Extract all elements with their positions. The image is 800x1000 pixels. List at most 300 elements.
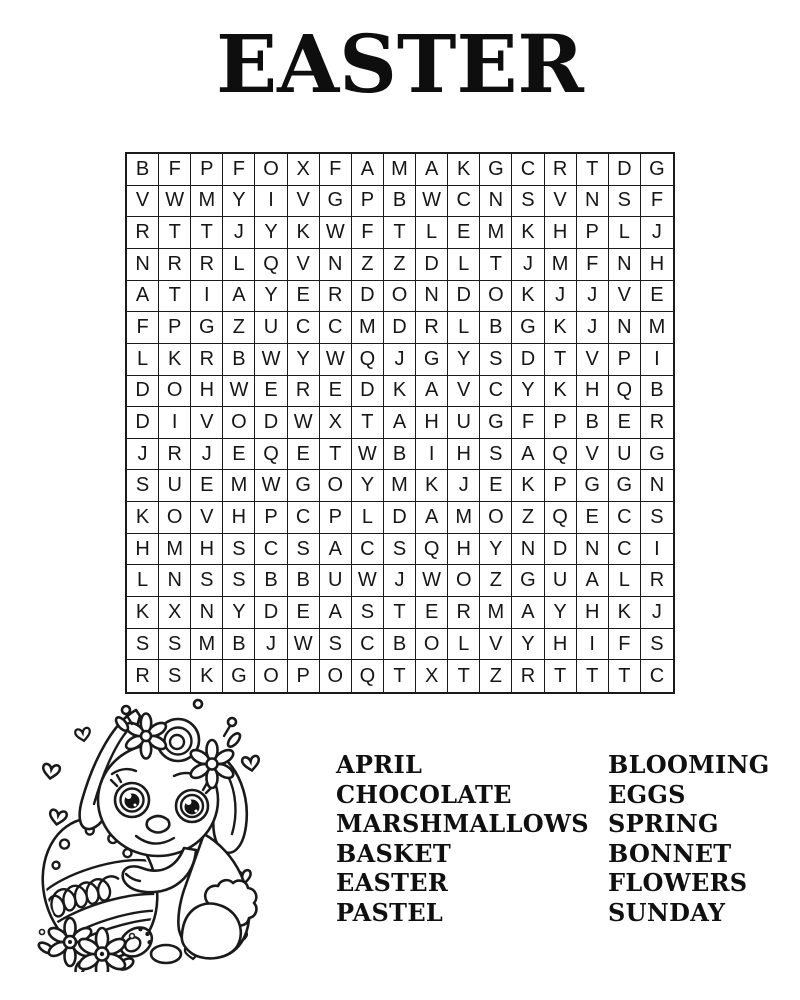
grid-cell: S	[320, 629, 352, 661]
grid-cell: Q	[255, 439, 287, 471]
grid-cell: T	[159, 217, 191, 249]
word-list-right	[608, 750, 770, 927]
grid-cell: S	[384, 534, 416, 566]
grid-cell: U	[448, 407, 480, 439]
grid-cell: B	[384, 629, 416, 661]
grid-cell: B	[127, 154, 159, 186]
grid-cell: C	[448, 186, 480, 218]
grid-cell: S	[352, 597, 384, 629]
grid-cell: O	[320, 660, 352, 692]
grid-cell: W	[416, 186, 448, 218]
grid-cell: K	[512, 217, 544, 249]
grid-cell: F	[352, 217, 384, 249]
grid-cell: G	[320, 186, 352, 218]
grid-cell: B	[641, 376, 673, 408]
grid-cell: L	[448, 629, 480, 661]
grid-cell: Y	[448, 344, 480, 376]
grid-cell: C	[480, 376, 512, 408]
grid-cell: M	[352, 312, 384, 344]
grid-cell: Z	[384, 249, 416, 281]
grid-cell: T	[577, 154, 609, 186]
grid-cell: B	[384, 439, 416, 471]
word-list-item: SUNDAY	[608, 897, 726, 927]
grid-cell: D	[448, 281, 480, 313]
grid-cell: L	[127, 565, 159, 597]
grid-cell: E	[577, 502, 609, 534]
grid-cell: J	[512, 249, 544, 281]
grid-cell: S	[159, 660, 191, 692]
grid-cell: P	[352, 186, 384, 218]
grid-cell: Q	[609, 376, 641, 408]
grid-cell: G	[480, 154, 512, 186]
grid-cell: E	[480, 470, 512, 502]
grid-cell: F	[127, 312, 159, 344]
grid-cell: L	[609, 565, 641, 597]
grid-cell: K	[609, 597, 641, 629]
grid-cell: R	[641, 407, 673, 439]
grid-cell: Y	[512, 376, 544, 408]
grid-cell: D	[352, 376, 384, 408]
grid-cell: L	[352, 502, 384, 534]
grid-cell: T	[384, 217, 416, 249]
grid-cell: D	[127, 407, 159, 439]
grid-cell: N	[416, 281, 448, 313]
grid-cell: P	[577, 217, 609, 249]
grid-cell: P	[320, 502, 352, 534]
grid-cell: S	[609, 186, 641, 218]
grid-cell: N	[577, 186, 609, 218]
grid-cell: T	[577, 660, 609, 692]
grid-cell: K	[159, 344, 191, 376]
grid-cell: K	[545, 376, 577, 408]
grid-cell: B	[384, 186, 416, 218]
grid-cell: X	[288, 154, 320, 186]
grid-cell: W	[352, 439, 384, 471]
grid-cell: V	[577, 439, 609, 471]
grid-cell: W	[255, 344, 287, 376]
grid-cell: K	[127, 502, 159, 534]
grid-cell: I	[191, 281, 223, 313]
grid-cell: N	[159, 565, 191, 597]
grid-cell: J	[641, 597, 673, 629]
easter-bunny-illustration	[22, 696, 290, 972]
grid-cell: A	[512, 439, 544, 471]
grid-cell: U	[320, 565, 352, 597]
grid-cell: Y	[545, 597, 577, 629]
grid-cell: S	[512, 186, 544, 218]
grid-cell: S	[159, 629, 191, 661]
grid-cell: Z	[352, 249, 384, 281]
grid-cell: V	[191, 502, 223, 534]
grid-cell: I	[577, 629, 609, 661]
grid-cell: R	[641, 565, 673, 597]
grid-cell: T	[545, 344, 577, 376]
grid-cell: O	[255, 660, 287, 692]
grid-cell: S	[223, 534, 255, 566]
grid-cell: A	[416, 376, 448, 408]
grid-cell: G	[577, 470, 609, 502]
grid-cell: E	[609, 407, 641, 439]
grid-cell: E	[448, 217, 480, 249]
grid-cell: P	[288, 660, 320, 692]
grid-cell: U	[609, 439, 641, 471]
grid-cell: I	[159, 407, 191, 439]
grid-cell: R	[448, 597, 480, 629]
grid-cell: C	[255, 534, 287, 566]
grid-cell: J	[545, 281, 577, 313]
grid-cell: N	[480, 186, 512, 218]
grid-cell: M	[191, 186, 223, 218]
grid-cell: M	[191, 629, 223, 661]
grid-cell: V	[480, 629, 512, 661]
grid-cell: J	[641, 217, 673, 249]
grid-cell: Q	[352, 660, 384, 692]
grid-cell: O	[223, 407, 255, 439]
grid-cell: B	[223, 344, 255, 376]
grid-cell: M	[384, 470, 416, 502]
grid-cell: D	[384, 312, 416, 344]
grid-cell: V	[609, 281, 641, 313]
grid-cell: R	[320, 281, 352, 313]
grid-cell: A	[384, 407, 416, 439]
grid-cell: S	[223, 565, 255, 597]
grid-cell: Z	[480, 565, 512, 597]
grid-cell: P	[191, 154, 223, 186]
grid-cell: N	[127, 249, 159, 281]
grid-cell: V	[288, 186, 320, 218]
grid-cell: C	[649, 664, 665, 687]
grid-cell: R	[288, 376, 320, 408]
grid-cell: O	[384, 281, 416, 313]
grid-cell: W	[320, 217, 352, 249]
grid-cell: Y	[480, 534, 512, 566]
grid-cell: R	[127, 217, 159, 249]
grid-cell: V	[191, 407, 223, 439]
grid-cell: R	[159, 249, 191, 281]
grid-cell: C	[288, 312, 320, 344]
grid-cell: H	[191, 534, 223, 566]
grid-cell: N	[512, 534, 544, 566]
grid-cell: D	[384, 502, 416, 534]
grid-cell: K	[512, 281, 544, 313]
grid-cell: M	[480, 597, 512, 629]
word-list-left	[336, 750, 589, 927]
grid-cell: D	[416, 249, 448, 281]
grid-cell: R	[127, 660, 159, 692]
grid-cell: T	[159, 281, 191, 313]
grid-cell: Y	[223, 186, 255, 218]
grid-cell: O	[448, 565, 480, 597]
grid-cell: U	[545, 565, 577, 597]
grid-cell: L	[127, 344, 159, 376]
word-list-item: BASKET	[336, 838, 452, 868]
grid-cell: G	[288, 470, 320, 502]
grid-cell: S	[127, 470, 159, 502]
grid-cell: Y	[352, 470, 384, 502]
grid-cell: Q	[255, 249, 287, 281]
grid-cell: L	[448, 312, 480, 344]
grid-cell: G	[512, 565, 544, 597]
grid-cell: W	[352, 565, 384, 597]
grid-cell: E	[191, 470, 223, 502]
grid-cell: E	[255, 376, 287, 408]
grid-cell: H	[577, 376, 609, 408]
grid-cell: G	[416, 344, 448, 376]
grid-cell: V	[577, 344, 609, 376]
grid-cell: Y	[255, 281, 287, 313]
grid-cell: O	[480, 502, 512, 534]
grid-cell: J	[448, 470, 480, 502]
grid-cell: A	[577, 565, 609, 597]
grid-cell: J	[255, 629, 287, 661]
grid-cell: T	[545, 660, 577, 692]
grid-cell: Z	[480, 660, 512, 692]
grid-cell: K	[416, 470, 448, 502]
grid-cell: W	[255, 470, 287, 502]
grid-cell: D	[127, 376, 159, 408]
grid-cell: M	[448, 502, 480, 534]
grid-cell: Y	[512, 629, 544, 661]
grid-cell: D	[512, 344, 544, 376]
grid-cell: K	[545, 312, 577, 344]
grid-cell: H	[448, 439, 480, 471]
grid-cell: B	[288, 565, 320, 597]
word-list-item: PASTEL	[336, 897, 444, 927]
grid-cell: W	[320, 344, 352, 376]
grid-cell: E	[288, 439, 320, 471]
grid-cell: F	[609, 629, 641, 661]
grid-cell: G	[480, 407, 512, 439]
grid-cell: U	[255, 312, 287, 344]
grid-cell: S	[641, 502, 673, 534]
grid-cell: O	[255, 154, 287, 186]
grid-cell: L	[223, 249, 255, 281]
grid-cell: V	[448, 376, 480, 408]
grid-cell: O	[416, 629, 448, 661]
grid-cell: F	[577, 249, 609, 281]
grid-cell: H	[545, 217, 577, 249]
grid-cell: H	[641, 249, 673, 281]
grid-cell: S	[191, 565, 223, 597]
grid-cell: X	[320, 407, 352, 439]
grid-cell: W	[416, 565, 448, 597]
grid-cell: J	[577, 281, 609, 313]
grid-cell: V	[545, 186, 577, 218]
grid-cell: E	[288, 597, 320, 629]
word-list-item: BLOOMING	[608, 750, 770, 779]
grid-cell: V	[288, 249, 320, 281]
word-list-item: EGGS	[608, 779, 686, 809]
grid-cell: B	[255, 565, 287, 597]
grid-cell: I	[641, 534, 673, 566]
word-list-item: SPRING	[608, 809, 719, 838]
grid-cell: A	[512, 597, 544, 629]
grid-cell: A	[320, 534, 352, 566]
grid-cell: L	[448, 249, 480, 281]
grid-cell: D	[609, 154, 641, 186]
grid-cell: R	[191, 344, 223, 376]
grid-cell: A	[416, 502, 448, 534]
grid-cell: Q	[352, 344, 384, 376]
grid-cell: J	[577, 312, 609, 344]
grid-cell: E	[416, 597, 448, 629]
page-title: EASTER	[216, 17, 584, 111]
grid-cell: R	[512, 660, 544, 692]
grid-cell: Y	[288, 344, 320, 376]
grid-cell: T	[191, 217, 223, 249]
grid-cell: F	[159, 154, 191, 186]
grid-cell: K	[512, 470, 544, 502]
grid-cell: K	[191, 660, 223, 692]
grid-cell: W	[223, 376, 255, 408]
grid-cell: N	[320, 249, 352, 281]
grid-cell: B	[577, 407, 609, 439]
grid-cell: F	[512, 407, 544, 439]
grid-cell: E	[320, 376, 352, 408]
grid-cell: J	[384, 344, 416, 376]
grid-cell: Q	[545, 502, 577, 534]
grid-cell: B	[480, 312, 512, 344]
grid-cell: K	[448, 154, 480, 186]
grid-cell: P	[609, 344, 641, 376]
grid-cell: Z	[223, 312, 255, 344]
grid-cell: C	[352, 534, 384, 566]
grid-cell: T	[384, 597, 416, 629]
word-list-item: CHOCOLATE	[336, 779, 512, 809]
grid-cell: R	[545, 154, 577, 186]
grid-cell: G	[641, 154, 673, 186]
grid-cell: J	[223, 217, 255, 249]
grid-cell: K	[127, 597, 159, 629]
grid-cell: G	[512, 312, 544, 344]
grid-cell: E	[223, 439, 255, 471]
word-list-item: BONNET	[608, 838, 732, 868]
grid-cell: C	[512, 154, 544, 186]
grid-cell: N	[191, 597, 223, 629]
grid-cell: H	[191, 376, 223, 408]
grid-cell: T	[609, 660, 641, 692]
grid-cell: A	[352, 154, 384, 186]
grid-cell: H	[223, 502, 255, 534]
grid-cell: W	[288, 629, 320, 661]
grid-cell: G	[191, 312, 223, 344]
grid-cell: M	[641, 312, 673, 344]
grid-cell: X	[416, 660, 448, 692]
grid-cell: G	[641, 439, 673, 471]
grid-cell: R	[191, 249, 223, 281]
grid-cell: P	[159, 312, 191, 344]
grid-cell: V	[127, 186, 159, 218]
grid-cell: S	[127, 629, 159, 661]
grid-cell: G	[609, 470, 641, 502]
grid-cell: F	[223, 154, 255, 186]
grid-cell: B	[223, 629, 255, 661]
grid-cell: L	[416, 217, 448, 249]
grid-cell: S	[288, 534, 320, 566]
grid-cell: N	[609, 312, 641, 344]
grid-cell: A	[223, 281, 255, 313]
grid-cell: J	[127, 439, 159, 471]
grid-cell: T	[480, 249, 512, 281]
grid-cell: M	[480, 217, 512, 249]
grid-cell: C	[609, 502, 641, 534]
grid-cell: M	[159, 534, 191, 566]
grid-cell: A	[127, 281, 159, 313]
grid-cell: G	[223, 660, 255, 692]
grid-cell: R	[416, 312, 448, 344]
grid-cell: A	[416, 154, 448, 186]
grid-cell: O	[159, 376, 191, 408]
grid-cell: N	[609, 249, 641, 281]
grid-cell: C	[320, 312, 352, 344]
grid-cell: D	[255, 407, 287, 439]
grid-cell: D	[255, 597, 287, 629]
word-list-item: EASTER	[336, 868, 449, 897]
grid-cell: M	[545, 249, 577, 281]
grid-cell: Q	[416, 534, 448, 566]
grid-cell: A	[320, 597, 352, 629]
grid-cell: S	[641, 629, 673, 661]
grid-cell: C	[288, 502, 320, 534]
grid-cell: U	[159, 470, 191, 502]
grid-cell: L	[609, 217, 641, 249]
grid-cell: M	[384, 154, 416, 186]
grid-cell: F	[320, 154, 352, 186]
grid-cell: X	[159, 597, 191, 629]
grid-cell: T	[448, 660, 480, 692]
grid-cell: E	[288, 281, 320, 313]
grid-cell: D	[545, 534, 577, 566]
grid-cell: Z	[512, 502, 544, 534]
grid-cell: S	[480, 344, 512, 376]
grid-cell: I	[641, 344, 673, 376]
grid-cell: I	[416, 439, 448, 471]
grid-cell: K	[384, 376, 416, 408]
grid-cell: T	[352, 407, 384, 439]
grid-cell: P	[255, 502, 287, 534]
grid-cell: H	[545, 629, 577, 661]
grid-cell: Y	[255, 217, 287, 249]
grid-cell: Q	[545, 439, 577, 471]
grid-cell: M	[223, 470, 255, 502]
grid-cell: F	[641, 186, 673, 218]
word-list-item: APRIL	[336, 750, 423, 779]
grid-cell: C	[609, 534, 641, 566]
grid-cell: O	[320, 470, 352, 502]
grid-cell: O	[480, 281, 512, 313]
grid-cell: P	[545, 407, 577, 439]
grid-cell: T	[384, 660, 416, 692]
word-list-item: MARSHMALLOWS	[336, 809, 589, 838]
grid-cell: N	[641, 470, 673, 502]
grid-cell: C	[352, 629, 384, 661]
grid-cell: H	[127, 534, 159, 566]
grid-cell: Y	[223, 597, 255, 629]
grid-cell: W	[288, 407, 320, 439]
grid-cell: H	[448, 534, 480, 566]
bunny-nose	[147, 816, 170, 833]
grid-cell: T	[320, 439, 352, 471]
grid-cell: O	[159, 502, 191, 534]
grid-cell: P	[545, 470, 577, 502]
grid-cell: D	[352, 281, 384, 313]
grid-cell: W	[159, 186, 191, 218]
grid-cell: E	[641, 281, 673, 313]
grid-cell: S	[480, 439, 512, 471]
grid-cell: H	[577, 597, 609, 629]
grid-cell: R	[159, 439, 191, 471]
word-list-item: FLOWERS	[608, 868, 748, 897]
